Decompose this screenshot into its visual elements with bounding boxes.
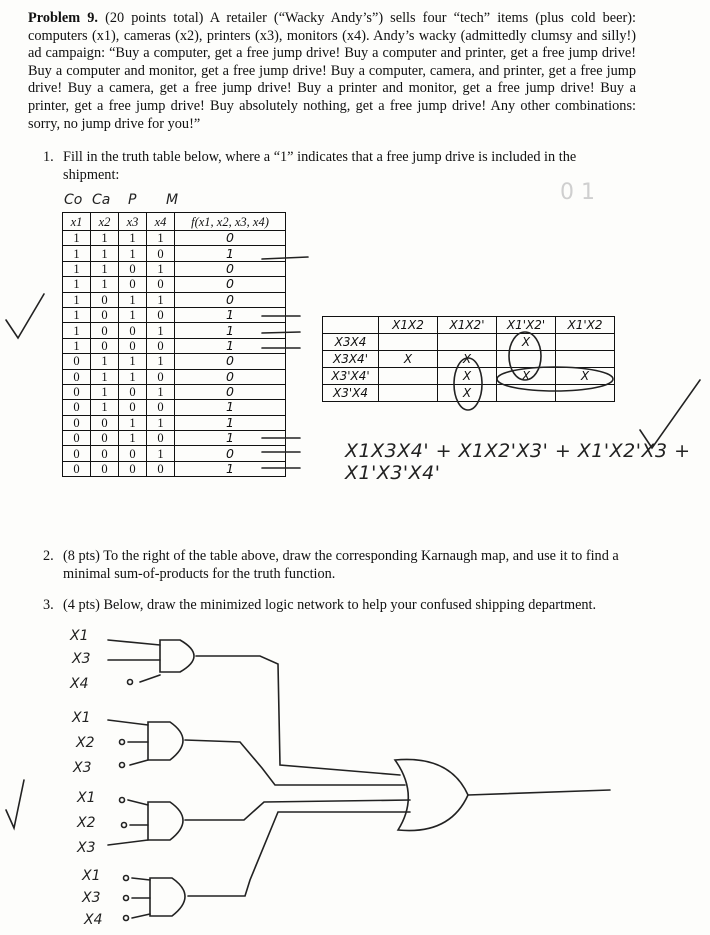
kmap-loop-3 [497, 367, 613, 391]
output-cell: 1 [175, 415, 286, 430]
input-cell: 1 [119, 231, 147, 246]
bleed-through: 0 1 [560, 180, 595, 205]
input-cell: 1 [147, 292, 175, 307]
input-cell: 1 [119, 354, 147, 369]
input-cell: 0 [119, 277, 147, 292]
input-cell: 1 [91, 400, 119, 415]
input-cell: 0 [63, 415, 91, 430]
input-cell: 0 [63, 369, 91, 384]
question-1-number: 1. [43, 149, 54, 165]
check-mark-icon [6, 294, 44, 338]
input-cell: 0 [147, 338, 175, 353]
input-cell: 0 [119, 384, 147, 399]
gate1-input-3: X4 [70, 676, 89, 692]
output-cell: 0 [175, 354, 286, 369]
or-gate-output [468, 790, 610, 795]
input-cell: 1 [91, 369, 119, 384]
minimal-sop: X1X3X4' + X1X2'X3' + X1'X2'X3 + X1'X3'X4' [345, 440, 691, 484]
question-2-number: 2. [43, 548, 54, 564]
question-2-text: (8 pts) To the right of the table above, draw the corresponding Karnaugh map, and use it to find a minimal sum-of-products for the truth function. [63, 548, 619, 582]
gate3-input-1: X1 [77, 790, 96, 806]
kmap-cell: X [497, 334, 556, 351]
kmap-col-header: X1'X2' [497, 317, 556, 334]
input-cell: 1 [147, 354, 175, 369]
input-cell: 0 [119, 461, 147, 476]
output-cell: 0 [175, 369, 286, 384]
kmap-cell: X [438, 385, 497, 402]
input-cell: 1 [91, 384, 119, 399]
kmap-col-header: X1X2' [438, 317, 497, 334]
input-cell: 0 [63, 446, 91, 461]
gate2-input-1: X1 [72, 710, 91, 726]
truth-table-header: x3 [119, 213, 147, 231]
input-cell: 0 [91, 415, 119, 430]
input-cell: 1 [63, 261, 91, 276]
input-cell: 1 [147, 323, 175, 338]
kmap-cell: X [556, 368, 615, 385]
problem-text: (20 points total) A retailer (“Wacky Andy’s”) sells four “tech” items (plus cold beer): computers (x1), cameras (x2), printers (x3), monitors (x4). Andy’s wacky (admittedly clumsy and silly!) ad campaign: “Buy a computer, get a free jump drive! Buy a computer and printer, get a free jump drive! Buy a computer and monitor, get a free jump drive! Buy a computer, camera, and printer, get a free jump drive! Buy a camera, get a free jump drive! Buy a printer and monitor, get a free jump drive! Buy a printer, get a free jump drive! Buy absolutely nothing, get a free jump drive! Any other combinations: sorry, no jump drive for you!” [28, 10, 636, 132]
input-cell: 0 [91, 446, 119, 461]
output-cell: 1 [175, 323, 286, 338]
input-cell: 0 [147, 431, 175, 446]
input-cell: 0 [63, 354, 91, 369]
output-cell: 1 [175, 431, 286, 446]
input-cell: 1 [147, 446, 175, 461]
input-cell: 1 [63, 277, 91, 292]
and-gate-2 [108, 720, 405, 785]
input-cell: 1 [119, 307, 147, 322]
output-cell: 0 [175, 277, 286, 292]
truth-table-header: x1 [63, 213, 91, 231]
kmap-loop-1 [509, 332, 541, 380]
output-cell: 0 [175, 292, 286, 307]
input-cell: 1 [91, 261, 119, 276]
gate4-input-1: X1 [82, 868, 101, 884]
input-cell: 1 [63, 246, 91, 261]
input-cell: 0 [147, 369, 175, 384]
input-cell: 1 [147, 415, 175, 430]
input-cell: 1 [63, 338, 91, 353]
question-1-text: Fill in the truth table below, where a “1” indicates that a free jump drive is included in the shipment: [63, 149, 577, 183]
input-cell: 1 [91, 277, 119, 292]
gate2-input-2: X2 [76, 735, 95, 751]
output-cell: 0 [175, 231, 286, 246]
input-cell: 1 [63, 323, 91, 338]
input-cell: 0 [147, 400, 175, 415]
truth-table-header: x2 [91, 213, 119, 231]
gate1-input-1: X1 [70, 628, 89, 644]
question-3-number: 3. [43, 597, 54, 613]
and-gate-3 [108, 800, 410, 845]
output-cell: 1 [175, 400, 286, 415]
input-cell: 0 [147, 307, 175, 322]
output-cell: 1 [175, 461, 286, 476]
and-gate-4 [132, 812, 410, 918]
input-cell: 1 [147, 384, 175, 399]
input-cell: 1 [91, 231, 119, 246]
row-marker-3 [262, 332, 300, 333]
kmap-col-header: X1'X2 [556, 317, 615, 334]
gate4-input-3: X4 [84, 912, 103, 928]
kmap-cell: X [438, 351, 497, 368]
input-cell: 0 [63, 384, 91, 399]
input-cell: 0 [63, 431, 91, 446]
input-cell: 0 [91, 461, 119, 476]
input-cell: 1 [63, 307, 91, 322]
input-cell: 1 [119, 369, 147, 384]
column-annotation: M [166, 192, 179, 208]
input-cell: 0 [147, 277, 175, 292]
input-cell: 0 [119, 446, 147, 461]
gate3-input-2: X2 [77, 815, 96, 831]
row-marker-1 [262, 257, 308, 259]
input-cell: 0 [91, 431, 119, 446]
input-cell: 1 [119, 292, 147, 307]
input-cell: 1 [119, 431, 147, 446]
kmap-cell: X [379, 351, 438, 368]
output-cell: 1 [175, 338, 286, 353]
input-cell: 1 [147, 261, 175, 276]
truth-table-header: x4 [147, 213, 175, 231]
input-cell: 0 [119, 400, 147, 415]
question-3-text: (4 pts) Below, draw the minimized logic network to help your confused shipping department. [63, 597, 597, 613]
gate2-input-3: X3 [73, 760, 92, 776]
input-cell: 0 [91, 338, 119, 353]
kmap-row-header: X3X4 [323, 334, 379, 351]
input-cell: 1 [91, 246, 119, 261]
input-cell: 1 [63, 231, 91, 246]
gate4-input-2: X3 [82, 890, 101, 906]
input-cell: 1 [119, 415, 147, 430]
input-cell: 0 [63, 400, 91, 415]
input-cell: 0 [119, 323, 147, 338]
and-gate-1 [108, 640, 400, 775]
kmap-cell: X [497, 368, 556, 385]
input-cell: 0 [119, 261, 147, 276]
column-annotation: Co [64, 192, 83, 208]
output-cell: 0 [175, 446, 286, 461]
output-cell: 0 [175, 384, 286, 399]
input-cell: 1 [63, 292, 91, 307]
kmap-col-header: X1X2 [379, 317, 438, 334]
gate1-input-2: X3 [72, 651, 91, 667]
output-cell: 1 [175, 307, 286, 322]
input-cell: 0 [147, 246, 175, 261]
kmap-row-header: X3'X4' [323, 368, 379, 385]
kmap-row-header: X3X4' [323, 351, 379, 368]
output-cell: 1 [175, 246, 286, 261]
kmap-loop-2 [454, 358, 482, 410]
kmap-row-header: X3'X4 [323, 385, 379, 402]
input-cell: 0 [91, 292, 119, 307]
input-cell: 0 [91, 307, 119, 322]
input-cell: 0 [91, 323, 119, 338]
problem-heading: Problem 9. [28, 10, 98, 26]
column-annotation: Ca [92, 192, 111, 208]
or-gate [395, 759, 468, 830]
input-cell: 1 [119, 246, 147, 261]
output-cell: 0 [175, 261, 286, 276]
truth-table-header: f(x1, x2, x3, x4) [175, 213, 286, 231]
check-mark-icon-3 [6, 780, 24, 828]
input-cell: 1 [91, 354, 119, 369]
kmap-cell: X [438, 368, 497, 385]
input-cell: 1 [147, 231, 175, 246]
check-mark-icon-2 [640, 380, 700, 448]
input-cell: 0 [119, 338, 147, 353]
input-cell: 0 [147, 461, 175, 476]
gate3-input-3: X3 [77, 840, 96, 856]
input-cell: 0 [63, 461, 91, 476]
column-annotation: P [128, 192, 137, 208]
